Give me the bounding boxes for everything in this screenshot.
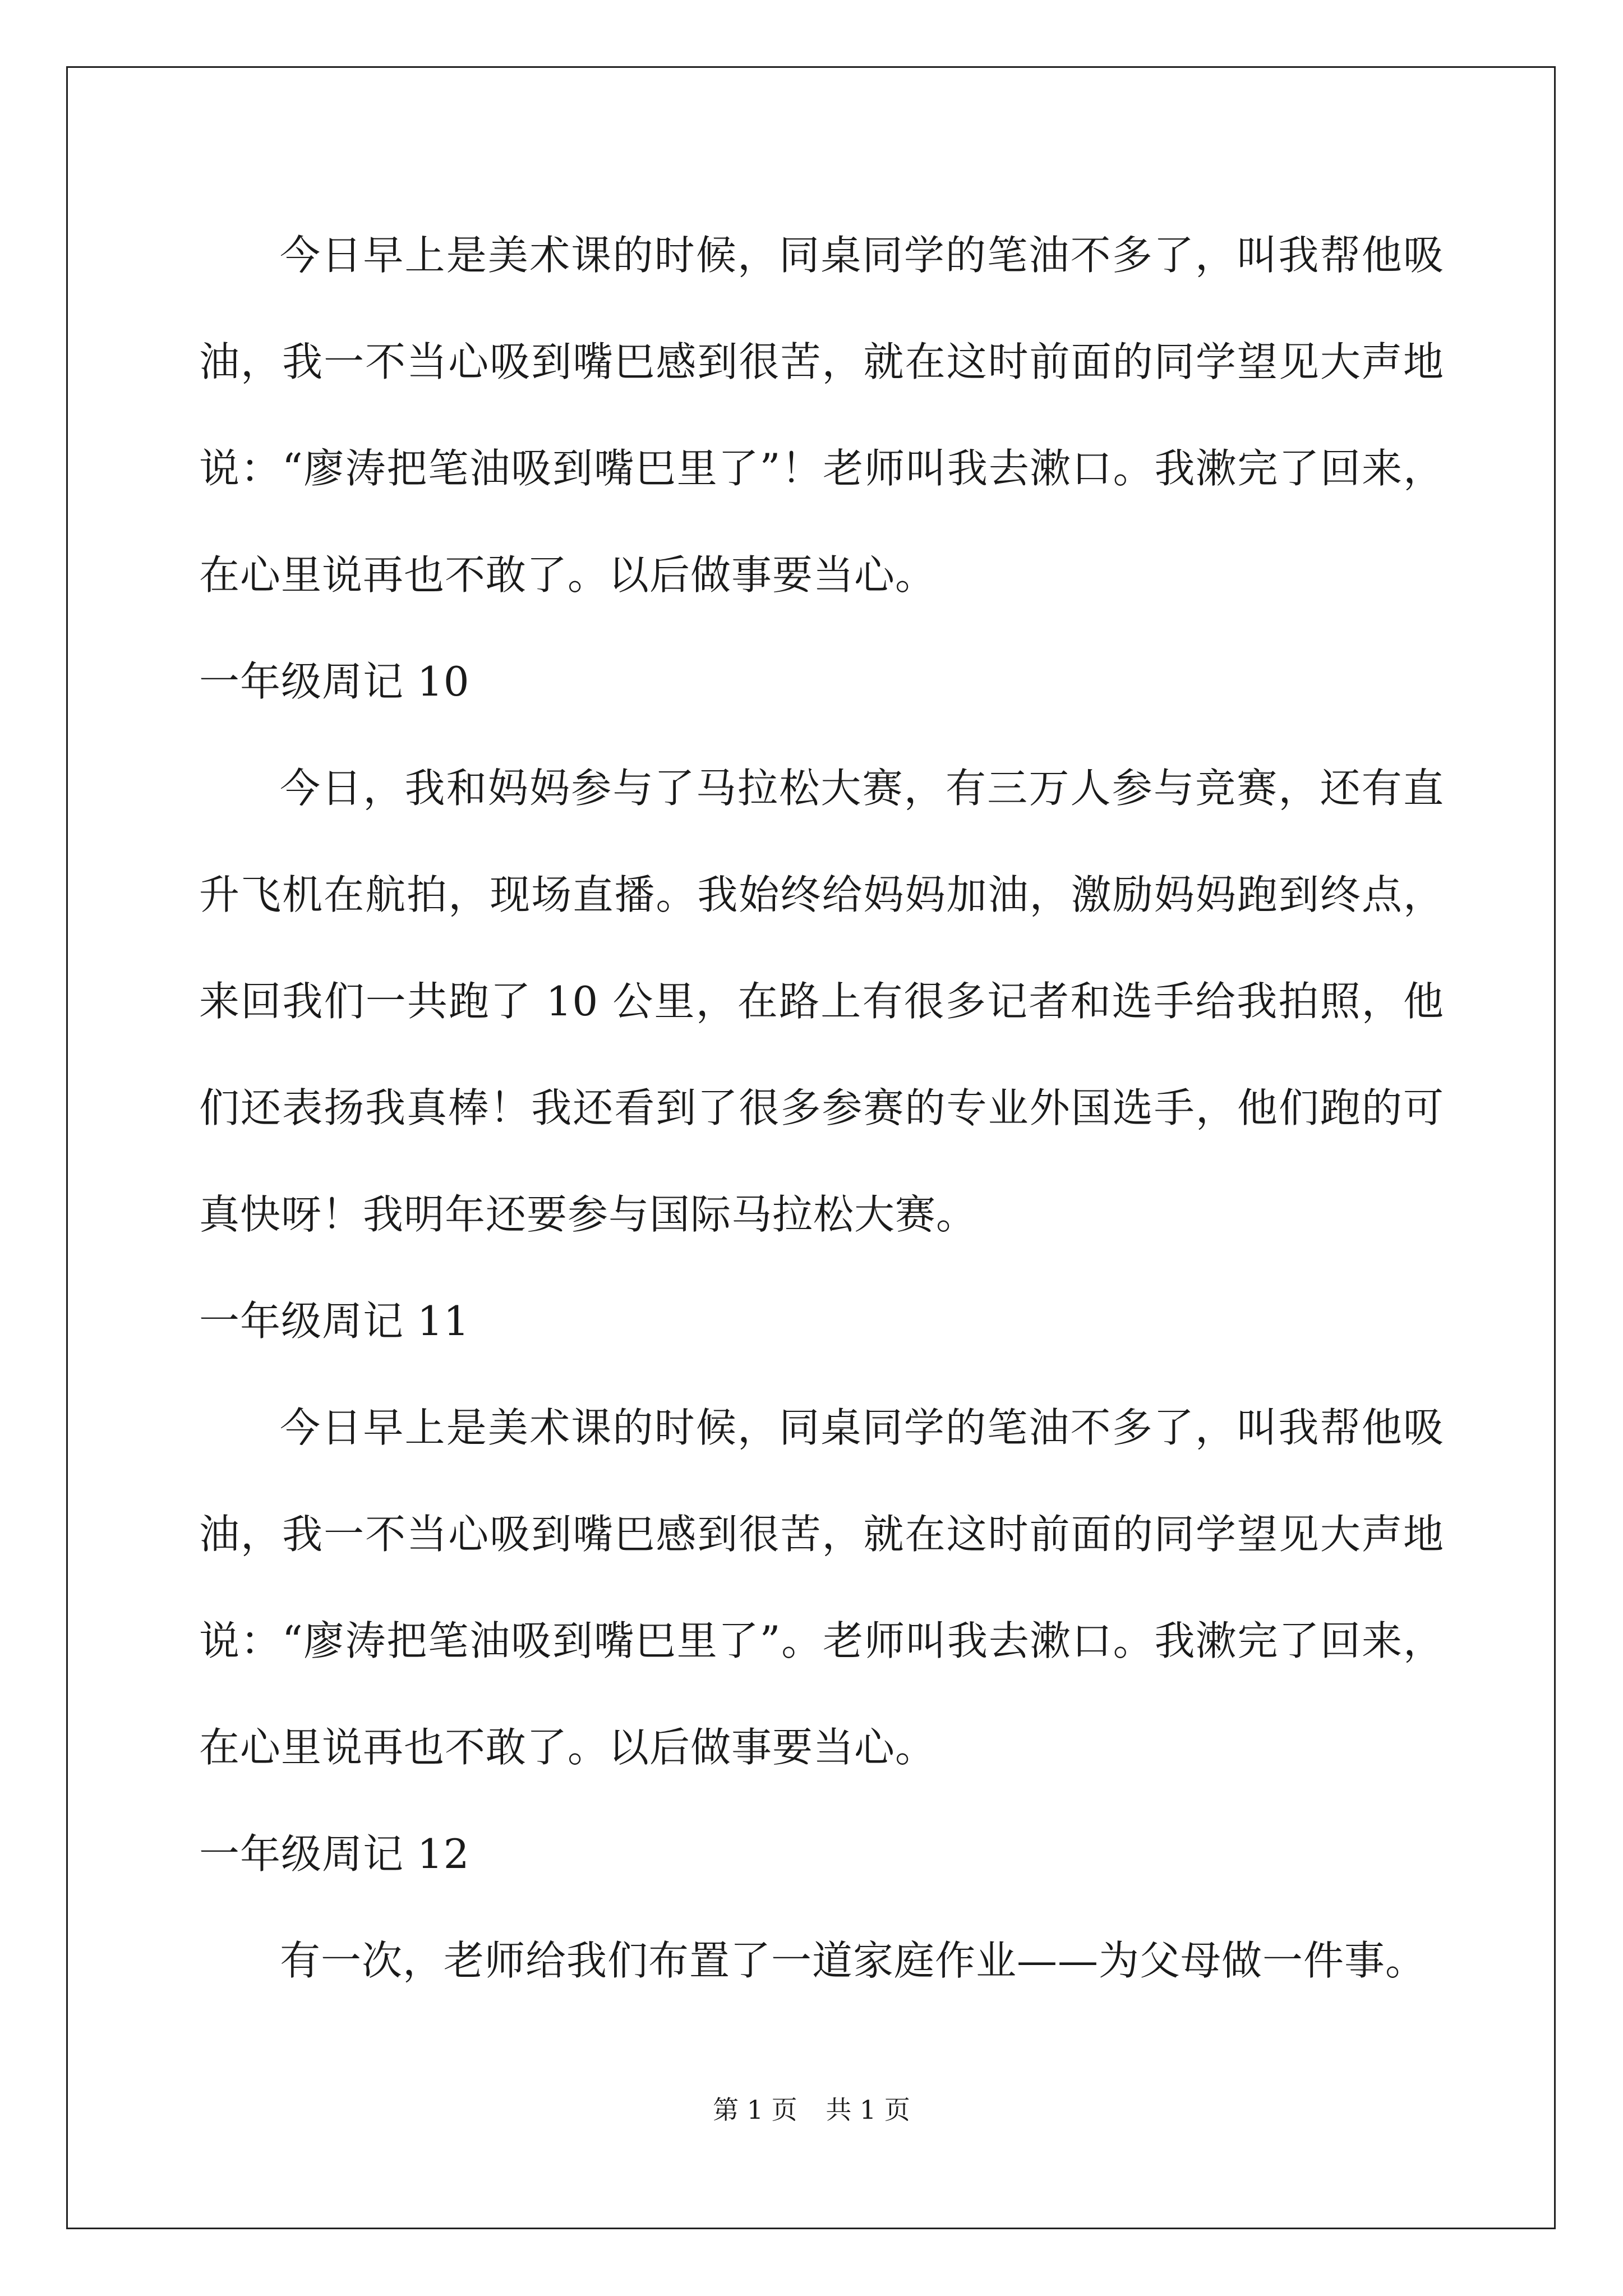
paragraph-3: 今日早上是美术课的时候，同桌同学的笔油不多了，叫我帮他吸油，我一不当心吸到嘴巴感到很苦，就在这时前面的同学望见大声地说：“廖涛把笔油吸到嘴巴里了”。老师叫我去漱口。我漱完了回来，在心里说再也不敢了。以后做事要当心。 bbox=[199, 1404, 1444, 1771]
page-number-current: 第 1 页 bbox=[713, 2095, 797, 2125]
section-heading-10: 一年级周记 10 bbox=[199, 658, 470, 705]
paragraph-4: 有一次，老师给我们布置了一道家庭作业——为父母做一件事。 bbox=[280, 1937, 1427, 1984]
section-heading-12: 一年级周记 12 bbox=[199, 1830, 470, 1878]
paragraph-1: 今日早上是美术课的时候，同桌同学的笔油不多了，叫我帮他吸油，我一不当心吸到嘴巴感到很苦，就在这时前面的同学望见大声地说：“廖涛把笔油吸到嘴巴里了”！老师叫我去漱口。我漱完了回来，在心里说再也不敢了。以后做事要当心。 bbox=[199, 232, 1444, 599]
paragraph-2: 今日，我和妈妈参与了马拉松大赛，有三万人参与竞赛，还有直升飞机在航拍，现场直播。我始终给妈妈加油，激励妈妈跑到终点，来回我们一共跑了 10 公里，在路上有很多记者和选手给我拍照，他们还表扬我真棒！我还看到了很多参赛的专业外国选手，他们跑的可真快呀！我明年还要参与国际马拉松大赛。 bbox=[199, 765, 1444, 1238]
page-footer bbox=[0, 2090, 1623, 2127]
page-number-total: 共 1 页 bbox=[826, 2095, 910, 2125]
document-body bbox=[199, 202, 1444, 2014]
section-heading-11: 一年级周记 11 bbox=[199, 1297, 470, 1345]
